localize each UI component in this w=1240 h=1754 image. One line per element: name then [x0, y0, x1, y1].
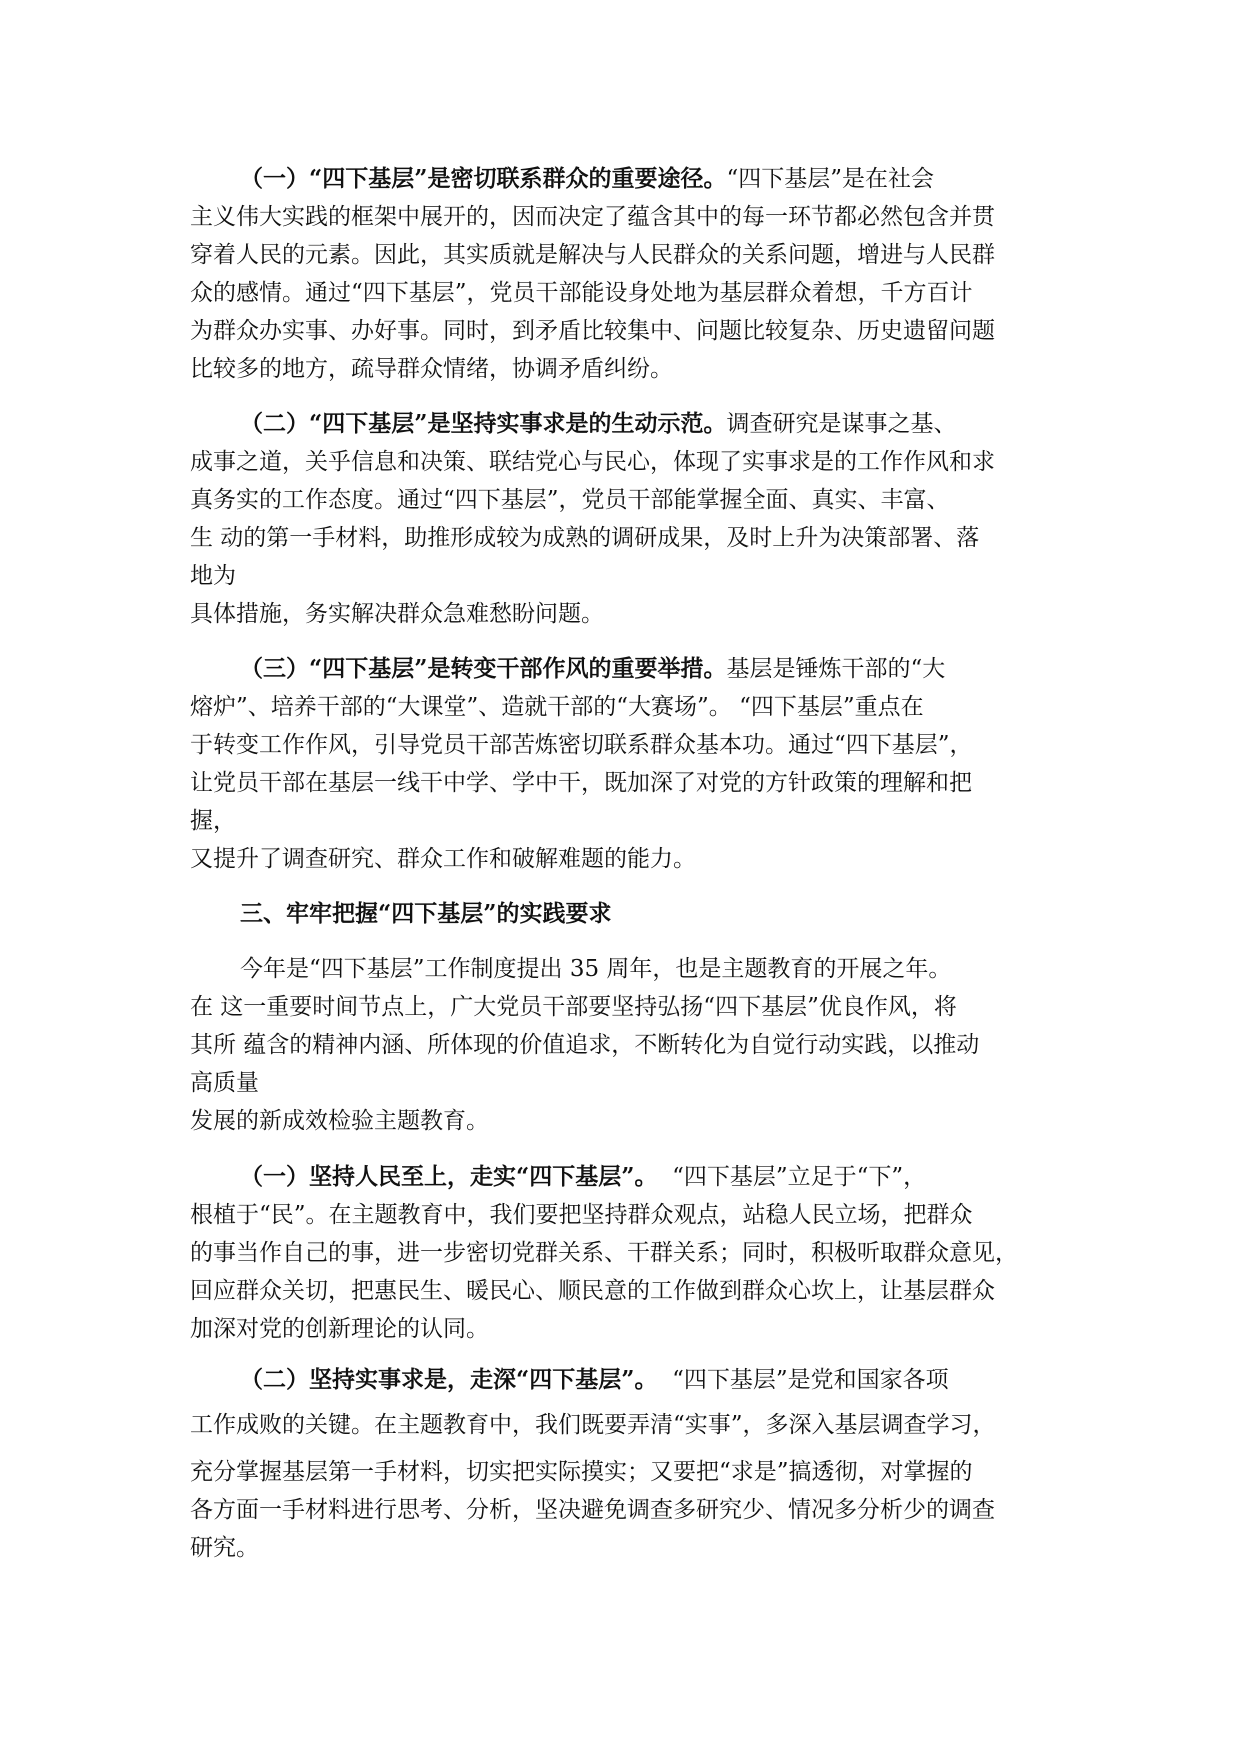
para-3-line-1 — [240, 652, 945, 686]
para-2-line-2: 成事之道，关乎信息和决策、联结党心与民心，体现了实事求是的工作作风和求 — [190, 449, 995, 475]
point-1-line-1 — [240, 1160, 926, 1194]
para-1-line-4: 众的感情。通过“四下基层”，党员干部能设身处地为基层群众着想，千方百计 — [190, 280, 973, 306]
intro-line-5: 发展的新成效检验主题教育。 — [190, 1108, 489, 1134]
point-1-heading: （一）坚持人民至上，走实“四下基层”。 — [240, 1163, 658, 1190]
point-2-line-2: 工作成败的关键。在主题教育中，我们既要弄清“实事”，多深入基层调查学习， — [190, 1412, 996, 1438]
para-3-line-2: 熔炉”、培养干部的“大课堂”、造就干部的“大赛场”。 “四下基层”重点在 — [190, 694, 924, 720]
para-1-line-1 — [240, 162, 934, 196]
para-2-text: 调查研究是谋事之基、 — [726, 411, 957, 437]
point-1-line-3: 的事当作自己的事，进一步密切党群关系、干群关系；同时，积极听取群众意见， — [190, 1240, 1018, 1266]
para-1-line-2: 主义伟大实践的框架中展开的，因而决定了蕴含其中的每一环节都必然包含并贯 — [190, 204, 995, 230]
para-3-heading: （三）“四下基层”是转变干部作风的重要举措。 — [240, 655, 727, 682]
para-1-text: “四下基层”是在社会 — [726, 166, 934, 192]
point-2-heading: （二）坚持实事求是，走深“四下基层”。 — [240, 1366, 658, 1393]
point-1-line-2: 根植于“民”。在主题教育中，我们要把坚持群众观点，站稳人民立场，把群众 — [190, 1202, 973, 1228]
intro-line-1: 今年是“四下基层”工作制度提出 35 周年，也是主题教育的开展之年。 — [240, 956, 952, 982]
para-2-line-3: 真务实的工作态度。通过“四下基层”，党员干部能掌握全面、真实、丰富、 — [190, 487, 950, 513]
point-1-text: “四下基层”立足于“下”， — [657, 1164, 927, 1190]
para-3-line-5: 握， — [190, 808, 236, 834]
para-2-line-1 — [240, 407, 956, 441]
section-3-title: 三、牢牢把握“四下基层”的实践要求 — [240, 900, 612, 927]
point-2-line-3: 充分掌握基层第一手材料，切实把实际摸实；又要把“求是”搞透彻，对掌握的 — [190, 1459, 973, 1485]
point-2-line-5: 研究。 — [190, 1535, 259, 1561]
para-3-line-6: 又提升了调查研究、群众工作和破解难题的能力。 — [190, 846, 696, 872]
intro-line-3: 其所 蕴含的精神内涵、所体现的价值追求，不断转化为自觉行动实践，以推动 — [190, 1032, 980, 1058]
point-1-line-4: 回应群众关切，把惠民生、暖民心、顺民意的工作做到群众心坎上，让基层群众 — [190, 1278, 995, 1304]
point-1-line-5: 加深对党的创新理论的认同。 — [190, 1316, 489, 1342]
para-2-heading: （二）“四下基层”是坚持实事求是的生动示范。 — [240, 410, 727, 437]
para-3-line-4: 让党员干部在基层一线干中学、学中干，既加深了对党的方针政策的理解和把 — [190, 770, 972, 796]
para-1-line-5: 为群众办实事、办好事。同时，到矛盾比较集中、问题比较复杂、历史遗留问题 — [190, 318, 995, 344]
para-2-line-4: 生 动的第一手材料，助推形成较为成熟的调研成果，及时上升为决策部署、落 — [190, 525, 980, 551]
point-2-text: “四下基层”是党和国家各项 — [657, 1367, 949, 1393]
para-3-text: 基层是锤炼干部的“大 — [726, 656, 946, 682]
para-1-heading: （一）“四下基层”是密切联系群众的重要途径。 — [240, 165, 727, 192]
para-1-line-6: 比较多的地方，疏导群众情绪，协调矛盾纠纷。 — [190, 356, 673, 382]
para-1-line-3: 穿着人民的元素。因此，其实质就是解决与人民群众的关系问题，增进与人民群 — [190, 242, 995, 268]
intro-line-4: 高质量 — [190, 1070, 259, 1096]
para-3-line-3: 于转变工作作风，引导党员干部苦炼密切联系群众基本功。通过“四下基层”， — [190, 732, 973, 758]
para-2-line-6: 具体措施，务实解决群众急难愁盼问题。 — [190, 601, 604, 627]
point-2-line-4: 各方面一手材料进行思考、分析，坚决避免调查多研究少、情况多分析少的调查 — [190, 1497, 995, 1523]
intro-line-2: 在 这一重要时间节点上，广大党员干部要坚持弘扬“四下基层”优良作风，将 — [190, 994, 957, 1020]
para-2-line-5: 地为 — [190, 563, 236, 589]
point-2-line-1 — [240, 1363, 949, 1397]
